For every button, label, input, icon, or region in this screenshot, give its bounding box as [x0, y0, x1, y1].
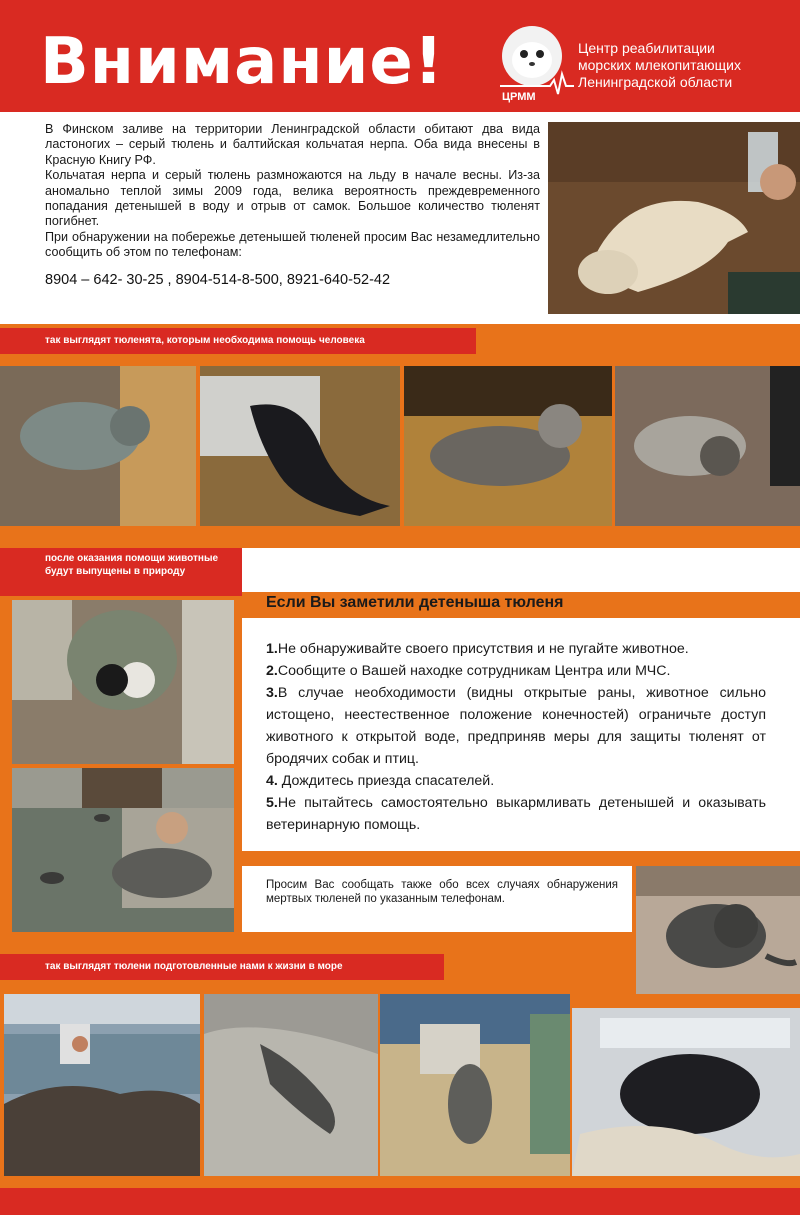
svg-text:ЦРММ: ЦРММ	[502, 91, 536, 103]
instruction-item: 3.В случае необходимости (видны открытые раны, животное сильно истощено, неестественное положение конечностей) ограничьте доступ животного к открытой воде, предприняв меры для защиты тюленят от бродячих собак и птиц.	[266, 685, 766, 767]
instruction-item: 5.Не пытайтесь самостоятельно выкармливать детенышей и оказывать ветеринарную помощь.	[266, 795, 766, 833]
intro-text: В Финском заливе на территории Ленинградской области обитают два вида ластоногих – серый тюлень и балтийская кольчатая нерпа. Оба вида внесены в Красную Книгу РФ. Кольчатая нерпа и серый тюлень размножаются на льду в начале весны. Из-за аномально теплой зимы 2009 года, велика вероятность преждевременного попадания детенышей в воду и отрыв от самок. Большое количество тюленят погибнет. При обнаружении на побережье детенышей тюленей просим Вас незамедлительно сообщить об этом по телефонам:	[45, 122, 540, 260]
instruction-item: 2.Сообщите о Вашей находке сотрудникам Центра или МЧС.	[266, 663, 671, 679]
phone-numbers: 8904 – 642- 30-25 , 8904-514-8-500, 8921-640-52-42	[45, 272, 391, 288]
instructions-list	[266, 638, 766, 836]
instruction-item: 4. Дождитесь приезда спасателей.	[266, 773, 495, 789]
section-label-prepared: так выглядят тюлени подготовленные нами к жизни в море	[0, 954, 444, 980]
section-label-need-help: так выглядят тюленята, которым необходима помощь человека	[0, 328, 476, 354]
section-label-release: после оказания помощи животные будут выпущены в природу	[0, 548, 242, 596]
footer-bar	[0, 1188, 800, 1215]
organization-name: Центр реабилитации морских млекопитающих Ленинградской области	[578, 40, 741, 90]
rescuer-feeding-seal-photo	[12, 600, 234, 764]
instruction-item: 1.Не обнаруживайте своего присутствия и не пугайте животное.	[266, 641, 689, 657]
dead-seal-notice: Просим Вас сообщать также обо всех случаях обнаружения мертвых тюленей по указанным телефонам.	[266, 879, 618, 905]
seal-logo-icon	[498, 24, 574, 104]
seal-pup-on-concrete-photo	[636, 866, 800, 994]
seal-pups-photo-row	[0, 366, 800, 526]
instructions-title: Если Вы заметили детеныша тюленя	[266, 594, 564, 611]
rescuer-with-seals-pool-photo	[12, 768, 234, 932]
seal-pup-photo	[548, 122, 800, 314]
release-seals-photo-row	[0, 994, 800, 1176]
page-title: Внимание!	[40, 25, 444, 99]
